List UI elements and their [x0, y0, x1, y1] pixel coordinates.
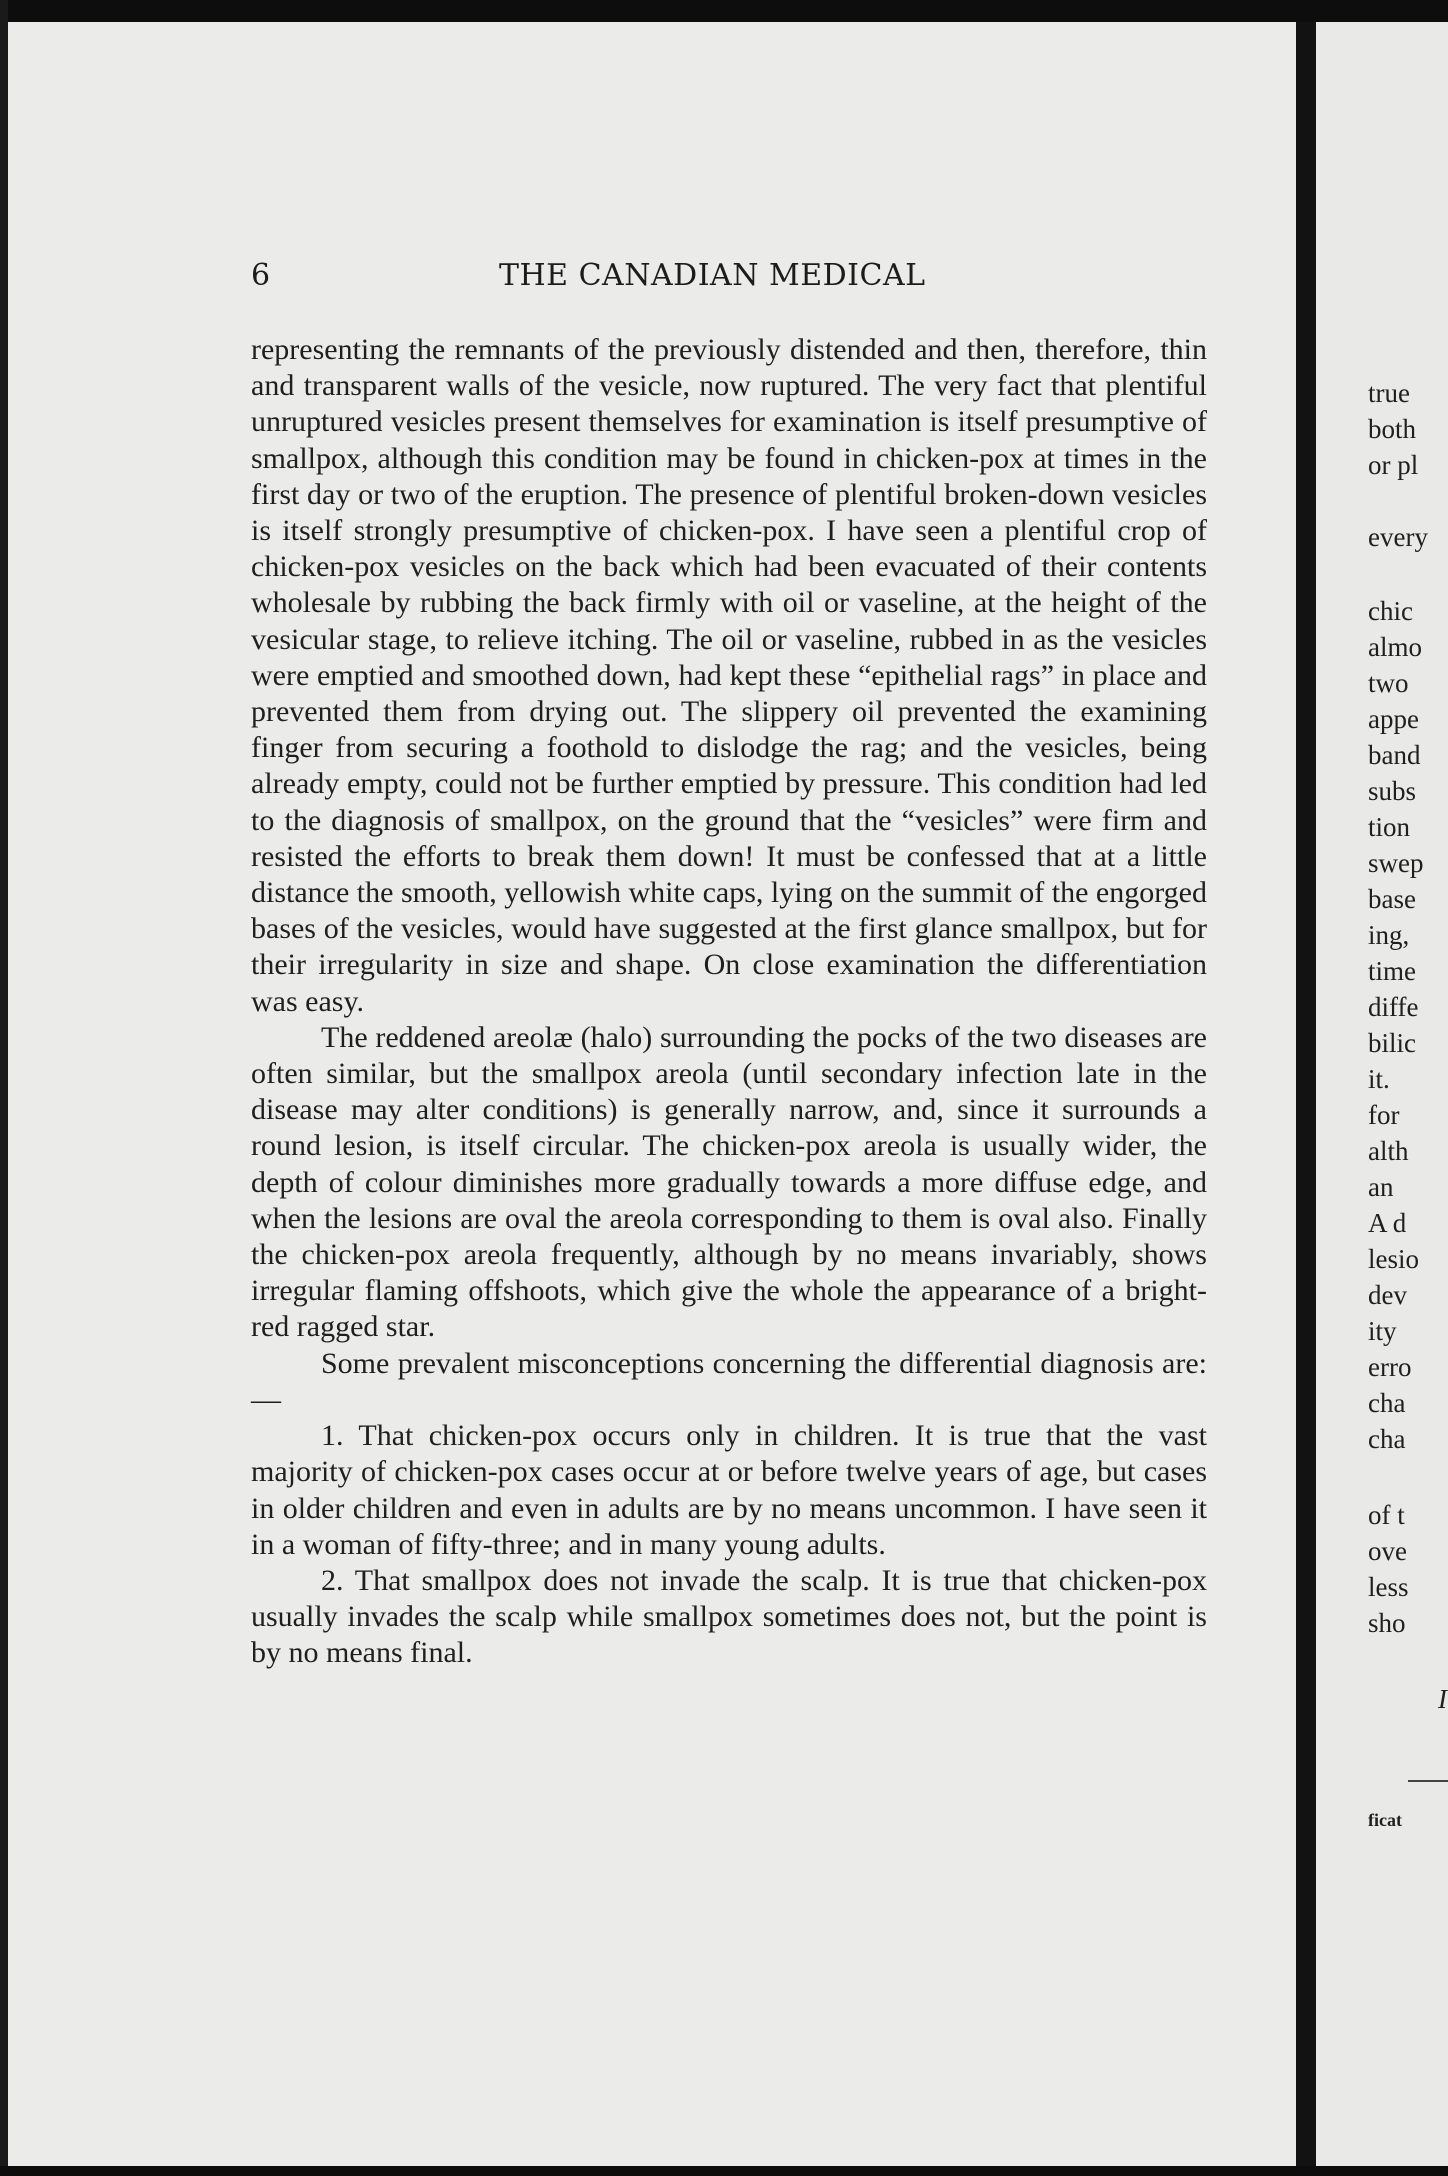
- facing-fragment: less: [1368, 1572, 1409, 1602]
- facing-fragment: ing,: [1368, 920, 1410, 950]
- facing-fragment: both: [1368, 414, 1417, 444]
- running-head: THE CANADIAN MEDICAL: [499, 258, 926, 293]
- facing-fragment: dev: [1368, 1280, 1407, 1310]
- page-header: [251, 258, 1211, 298]
- facing-fragment: base: [1368, 884, 1416, 914]
- facing-fragment: I: [1438, 1684, 1447, 1714]
- facing-fragment: cha: [1368, 1388, 1406, 1418]
- paragraph: The reddened areolæ (halo) surrounding the pocks of the two diseases are often similar, but the smallpox areola (until secondary infection late in the disease may alter conditions) is generally narrow, and, since it surrounds a round lesion, is itself circular. The chicken-pox areola is usually wider, the depth of colour diminishes more gradually towards a more diffuse edge, and when the lesions are oval the areola corresponding to them is oval also. Finally the chicken-pox areola frequently, although by no means invariably, shows irregular flaming offshoots, which give the whole the appearance of a bright-red ragged star.: [251, 1020, 1207, 1344]
- scan-bottom-border: [0, 2166, 1448, 2176]
- facing-fragment: ficat: [1368, 1810, 1402, 1830]
- facing-fragment: band: [1368, 740, 1421, 770]
- facing-fragment: erro: [1368, 1352, 1412, 1382]
- facing-fragment: for: [1368, 1100, 1400, 1130]
- facing-fragment: ity: [1368, 1316, 1397, 1346]
- facing-fragment: every: [1368, 522, 1428, 552]
- article-body: [251, 332, 1207, 1672]
- facing-fragment: A d: [1368, 1208, 1407, 1238]
- facing-fragment: subs: [1368, 776, 1417, 806]
- paragraph: Some prevalent misconceptions concerning the differential diagnosis are:—: [251, 1346, 1207, 1416]
- facing-fragment: appe: [1368, 704, 1419, 734]
- facing-fragment: or pl: [1368, 450, 1419, 480]
- paragraph: representing the remnants of the previously distended and then, therefore, thin and transparent walls of the vesicle, now ruptured. The very fact that plentiful unruptured vesicles present themselves for examination is itself presumptive of smallpox, although this condition may be found in chicken-pox at times in the first day or two of the eruption. The presence of plentiful broken-down vesicles is itself strongly presumptive of chicken-pox. I have seen a plentiful crop of chicken-pox vesicles on the back which had been evacuated of their contents wholesale by rubbing the back firmly with oil or vaseline, at the height of the vesicular stage, to relieve itching. The oil or vaseline, rubbed in as the vesicles were emptied and smoothed down, had kept these “epithelial rags” in place and prevented them from drying out. The slippery oil prevented the examining finger from securing a foothold to dislodge the rag; and the vesicles, being already empty, could not be further emptied by pressure. This condition had led to the diagnosis of smallpox, on the ground that the “vesicles” were firm and resisted the efforts to break them down! It must be confessed that at a little distance the smooth, yellowish white caps, lying on the summit of the engorged bases of the vesicles, would have suggested at the first glance smallpox, but for their irregularity in size and shape. On close examination the differentiation was easy.: [251, 333, 1207, 1018]
- facing-fragment: bilic: [1368, 1028, 1416, 1058]
- facing-fragment: sho: [1368, 1608, 1406, 1638]
- facing-fragment: time: [1368, 956, 1416, 986]
- facing-fragment: chic: [1368, 596, 1413, 626]
- paragraph: 1. That chicken-pox occurs only in children. It is true that the vast majority of chicken-pox cases occur at or before twelve years of age, but cases in older children and even in adults are by no means uncommon. I have seen it in a woman of fifty-three; and in many young adults.: [251, 1419, 1207, 1561]
- scan-left-border: [0, 0, 8, 2176]
- right-page: [1316, 22, 1448, 2168]
- page-number: 6: [251, 258, 271, 293]
- facing-fragment: cha: [1368, 1424, 1406, 1454]
- facing-footnote-rule: [1408, 1780, 1448, 1782]
- facing-fragment: alth: [1368, 1136, 1409, 1166]
- facing-fragment: two: [1368, 668, 1409, 698]
- facing-fragment: swep: [1368, 848, 1424, 878]
- facing-fragment: it.: [1368, 1064, 1390, 1094]
- book-gutter: [1296, 22, 1316, 2176]
- facing-fragment: lesio: [1368, 1244, 1419, 1274]
- scan-top-border: [0, 0, 1448, 22]
- paragraph: 2. That smallpox does not invade the scalp. It is true that chicken-pox usually invades the scalp while smallpox sometimes does not, but the point is by no means final.: [251, 1563, 1207, 1670]
- facing-fragment: ove: [1368, 1536, 1407, 1566]
- facing-fragment: almo: [1368, 632, 1422, 662]
- facing-fragment: an: [1368, 1172, 1394, 1202]
- facing-fragment: of t: [1368, 1500, 1405, 1530]
- facing-fragment: tion: [1368, 812, 1411, 842]
- facing-fragment: true: [1368, 378, 1410, 408]
- facing-fragment: diffe: [1368, 992, 1419, 1022]
